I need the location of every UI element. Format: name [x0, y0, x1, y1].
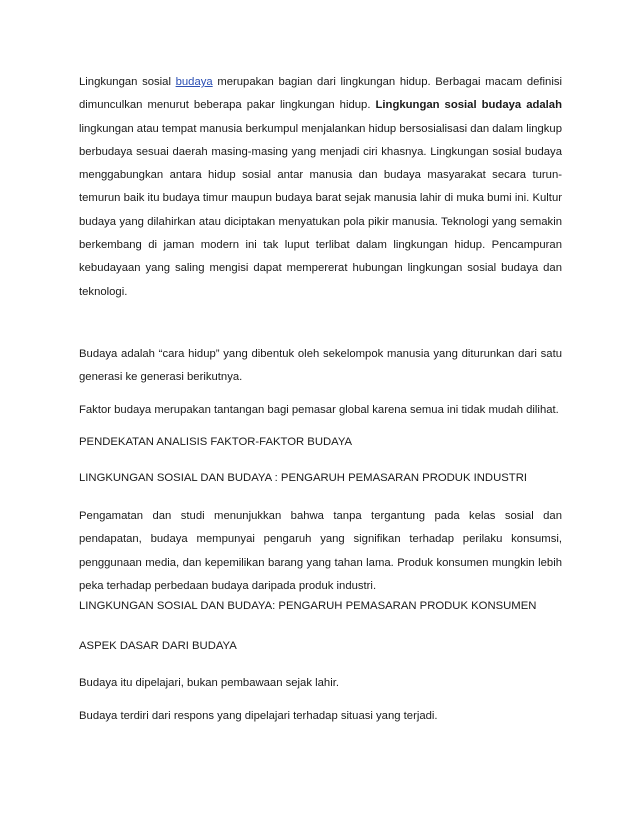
heading-pendekatan: PENDEKATAN ANALISIS FAKTOR-FAKTOR BUDAYA	[79, 436, 353, 448]
paragraph-text: merupakan bagian dari lingkungan hidup. Berbagai macam definisi dimunculkan menurut beberapa pakar lingkungan hidup.	[79, 76, 562, 112]
budaya-link[interactable]: budaya	[175, 76, 213, 88]
paragraph-pengamatan: Pengamatan dan studi menunjukkan bahwa tanpa tergantung pada kelas sosial dan pendapatan, budaya mempunyai pengaruh yang signifikan terhadap perilaku konsumsi, penggunaan media, dan kepemilikan barang yang tahan lama. Produk konsumen mungkin lebih peka terhadap perbedaan budaya daripada produk industri.	[79, 510, 562, 592]
heading-pengaruh-industri: LINGKUNGAN SOSIAL DAN BUDAYA : PENGARUH PEMASARAN PRODUK INDUSTRI	[79, 472, 527, 484]
line-faktor-budaya: Faktor budaya merupakan tantangan bagi pemasar global karena semua ini tidak mudah dilihat.	[79, 404, 559, 416]
paragraph-text: lingkungan atau tempat manusia berkumpul menjalankan hidup bersosialisasi dan dalam lingkup berbudaya sesuai daerah masing-masing yang menjadi ciri khasnya. Lingkungan sosial budaya menggabungkan antara hidup sosial antar manusia dan budaya masyarakat secara turun-temurun baik itu budaya timur maupun budaya barat sejak manusia lahir di muka bumi ini. Kultur budaya yang dilahirkan atau diciptakan menyatukan pola pikir manusia. Teknologi yang semakin berkembang di jaman modern ini tak luput terlibat dalam lingkungan hidup. Pencampuran kebudayaan yang saling mengisi dapat mempererat hubungan lingkungan sosial budaya dan teknologi.	[79, 122, 562, 298]
paragraph-lingkungan-sosial	[79, 71, 562, 304]
bold-definition: Lingkungan sosial budaya adalah	[375, 99, 562, 112]
paragraph-budaya-definition: Budaya adalah “cara hidup” yang dibentuk oleh sekelompok manusia yang diturunkan dari satu generasi ke generasi berikutnya.	[79, 348, 562, 384]
paragraph-text: Lingkungan sosial	[79, 76, 176, 88]
line-budaya-respons: Budaya terdiri dari respons yang dipelajari terhadap situasi yang terjadi.	[79, 710, 438, 722]
heading-pengaruh-konsumen: LINGKUNGAN SOSIAL DAN BUDAYA: PENGARUH PEMASARAN PRODUK KONSUMEN	[79, 600, 537, 612]
line-budaya-dipelajari: Budaya itu dipelajari, bukan pembawaan sejak lahir.	[79, 677, 339, 689]
heading-aspek-dasar: ASPEK DASAR DARI BUDAYA	[79, 640, 237, 652]
